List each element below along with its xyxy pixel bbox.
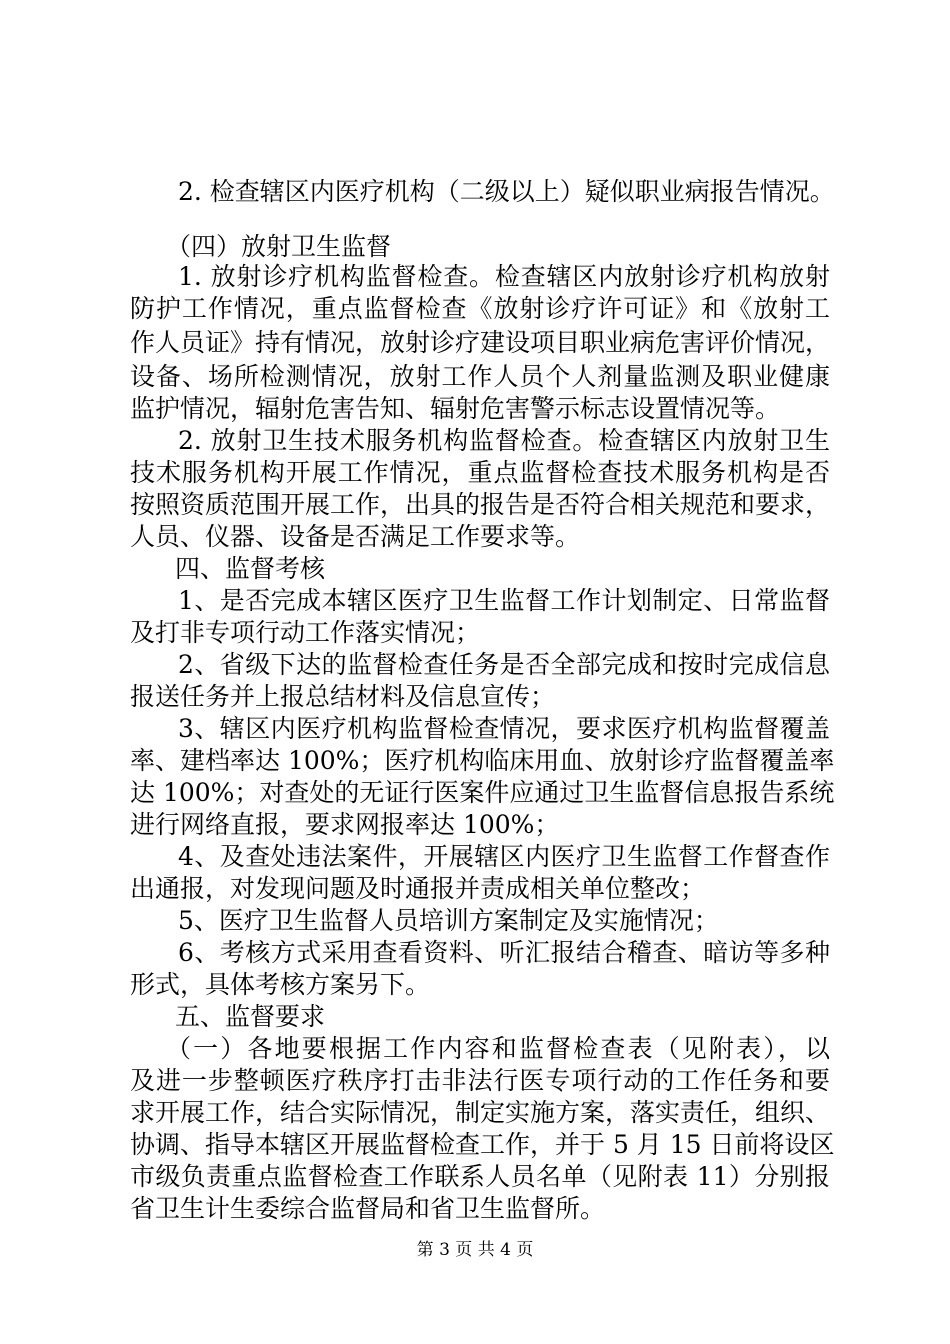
paragraph-line: 市级负责重点监督检查工作联系人员名单（见附表 11）分别报 xyxy=(130,1162,830,1191)
section-heading: 四、监督考核 xyxy=(175,554,326,583)
page-number-footer: 第 3 页 共 4 页 xyxy=(416,1240,534,1260)
paragraph-line: 报送任务并上报总结材料及信息宣传； xyxy=(130,682,556,711)
paragraph-line: 3、辖区内医疗机构监督检查情况，要求医疗机构监督覆盖 xyxy=(178,714,830,743)
paragraph-line: 求开展工作，结合实际情况，制定实施方案，落实责任，组织、 xyxy=(130,1098,831,1127)
section-heading: 五、监督要求 xyxy=(175,1002,326,1031)
paragraph-line: 形式，具体考核方案另下。 xyxy=(130,970,431,999)
paragraph-line: 作人员证》持有情况，放射诊疗建设项目职业病危害评价情况， xyxy=(130,328,831,357)
paragraph-line: 6、考核方式采用查看资料、听汇报结合稽查、暗访等多种 xyxy=(178,938,830,967)
paragraph-line: 协调、指导本辖区开展监督检查工作，并于 5 月 15 日前将设区 xyxy=(130,1130,835,1159)
paragraph-line: 2、省级下达的监督检查任务是否全部完成和按时完成信息 xyxy=(178,650,830,679)
paragraph-line: 1. 放射诊疗机构监督检查。检查辖区内放射诊疗机构放射 xyxy=(178,262,830,291)
paragraph-line: 人员、仪器、设备是否满足工作要求等。 xyxy=(130,522,581,551)
paragraph-line: 防护工作情况，重点监督检查《放射诊疗许可证》和《放射工 xyxy=(130,294,830,323)
paragraph-line: 2. 放射卫生技术服务机构监督检查。检查辖区内放射卫生 xyxy=(178,426,830,455)
paragraph-line: 设备、场所检测情况，放射工作人员个人剂量监测及职业健康 xyxy=(130,362,830,391)
paragraph-line: 4、及查处违法案件，开展辖区内医疗卫生监督工作督查作 xyxy=(178,842,830,871)
paragraph-line: 技术服务机构开展工作情况，重点监督检查技术服务机构是否 xyxy=(130,458,830,487)
paragraph-line: 及打非专项行动工作落实情况； xyxy=(130,618,481,647)
paragraph-line: 1、是否完成本辖区医疗卫生监督工作计划制定、日常监督 xyxy=(178,586,830,615)
paragraph-line: 监护情况，辐射危害告知、辐射危害警示标志设置情况等。 xyxy=(130,394,781,423)
paragraph-line: 2. 检查辖区内医疗机构（二级以上）疑似职业病报告情况。 xyxy=(178,177,835,206)
paragraph-line: 出通报，对发现问题及时通报并责成相关单位整改； xyxy=(130,874,706,903)
paragraph-line: 5、医疗卫生监督人员培训方案制定及实施情况； xyxy=(178,906,719,935)
paragraph-line: 省卫生计生委综合监督局和省卫生监督所。 xyxy=(130,1194,606,1223)
paragraph-line: 率、建档率达 100%；医疗机构临床用血、放射诊疗监督覆盖率 xyxy=(130,746,835,775)
paragraph-line: 进行网络直报，要求网报率达 100%； xyxy=(130,810,560,839)
section-heading: （四）放射卫生监督 xyxy=(166,232,392,261)
paragraph-line: （一）各地要根据工作内容和监督检查表（见附表），以 xyxy=(166,1034,830,1063)
paragraph-line: 及进一步整顿医疗秩序打击非法行医专项行动的工作任务和要 xyxy=(130,1066,830,1095)
paragraph-line: 达 100%；对查处的无证行医案件应通过卫生监督信息报告系统 xyxy=(130,778,835,807)
paragraph-line: 按照资质范围开展工作，出具的报告是否符合相关规范和要求， xyxy=(130,490,831,519)
